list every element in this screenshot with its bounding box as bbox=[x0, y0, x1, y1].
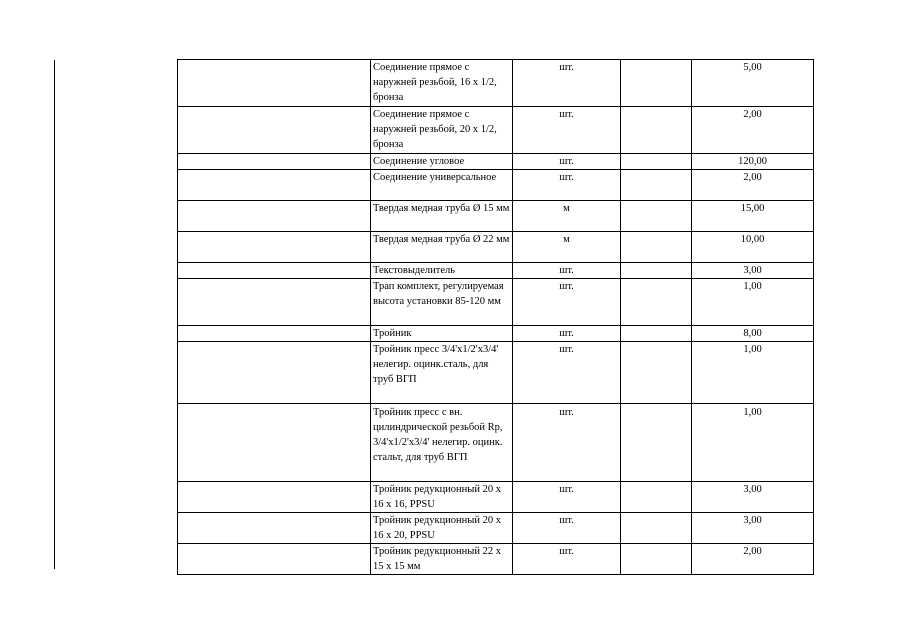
unit-cell: шт. bbox=[513, 154, 621, 170]
table-row bbox=[178, 107, 814, 154]
quantity-cell: 3,00 bbox=[692, 513, 814, 544]
quantity-cell: 8,00 bbox=[692, 326, 814, 342]
row-number-cell bbox=[178, 232, 371, 263]
row-number-cell bbox=[178, 154, 371, 170]
quantity-cell: 1,00 bbox=[692, 279, 814, 326]
unit-cell: м bbox=[513, 232, 621, 263]
quantity-cell: 2,00 bbox=[692, 170, 814, 201]
unit-cell: шт. bbox=[513, 326, 621, 342]
unit-cell: шт. bbox=[513, 482, 621, 513]
quantity-cell: 120,00 bbox=[692, 154, 814, 170]
quantity-cell: 3,00 bbox=[692, 263, 814, 279]
row-number-cell bbox=[178, 544, 371, 575]
unit-cell: шт. bbox=[513, 60, 621, 107]
unit-cell: м bbox=[513, 201, 621, 232]
empty-cell bbox=[621, 404, 692, 482]
quantity-cell: 2,00 bbox=[692, 107, 814, 154]
item-name-cell: Твердая медная труба Ø 22 мм bbox=[371, 232, 513, 263]
item-name-cell: Трап комплект, регулируемая высота установки 85-120 мм bbox=[371, 279, 513, 326]
table-row bbox=[178, 513, 814, 544]
unit-cell: шт. bbox=[513, 279, 621, 326]
table-row bbox=[178, 342, 814, 404]
empty-cell bbox=[621, 482, 692, 513]
table-row bbox=[178, 154, 814, 170]
row-number-cell bbox=[178, 482, 371, 513]
item-name-cell: Тройник редукционный 20 х 16 х 20, PPSU bbox=[371, 513, 513, 544]
unit-cell: шт. bbox=[513, 170, 621, 201]
unit-cell: шт. bbox=[513, 263, 621, 279]
item-name-cell: Тройник bbox=[371, 326, 513, 342]
empty-cell bbox=[621, 170, 692, 201]
row-number-cell bbox=[178, 201, 371, 232]
quantity-cell: 2,00 bbox=[692, 544, 814, 575]
empty-cell bbox=[621, 544, 692, 575]
quantity-cell: 1,00 bbox=[692, 342, 814, 404]
empty-cell bbox=[621, 232, 692, 263]
page-margin-line bbox=[54, 60, 55, 569]
quantity-cell: 3,00 bbox=[692, 482, 814, 513]
unit-cell: шт. bbox=[513, 404, 621, 482]
row-number-cell bbox=[178, 513, 371, 544]
item-name-cell: Текстовыделитель bbox=[371, 263, 513, 279]
empty-cell bbox=[621, 326, 692, 342]
table-row bbox=[178, 326, 814, 342]
empty-cell bbox=[621, 107, 692, 154]
item-name-cell: Соединение угловое bbox=[371, 154, 513, 170]
row-number-cell bbox=[178, 263, 371, 279]
table-row bbox=[178, 170, 814, 201]
item-name-cell: Тройник пресс 3/4'х1/2'х3/4' нелегир. оцинк.сталь, для труб ВГП bbox=[371, 342, 513, 404]
empty-cell bbox=[621, 263, 692, 279]
table-row bbox=[178, 201, 814, 232]
item-name-cell: Тройник пресс с вн. цилиндрической резьбой Rp, 3/4'х1/2'х3/4' нелегир. оцинк. стальт, для труб ВГП bbox=[371, 404, 513, 482]
row-number-cell bbox=[178, 107, 371, 154]
item-name-cell: Тройник редукционный 22 х 15 х 15 мм bbox=[371, 544, 513, 575]
quantity-cell: 1,00 bbox=[692, 404, 814, 482]
table-row bbox=[178, 404, 814, 482]
empty-cell bbox=[621, 154, 692, 170]
table-row bbox=[178, 544, 814, 575]
quantity-cell: 15,00 bbox=[692, 201, 814, 232]
item-name-cell: Соединение прямое с наружней резьбой, 20 х 1/2, бронза bbox=[371, 107, 513, 154]
table-row bbox=[178, 263, 814, 279]
row-number-cell bbox=[178, 170, 371, 201]
unit-cell: шт. bbox=[513, 544, 621, 575]
unit-cell: шт. bbox=[513, 342, 621, 404]
row-number-cell bbox=[178, 279, 371, 326]
empty-cell bbox=[621, 201, 692, 232]
row-number-cell bbox=[178, 326, 371, 342]
row-number-cell bbox=[178, 404, 371, 482]
empty-cell bbox=[621, 342, 692, 404]
table-row bbox=[178, 60, 814, 107]
empty-cell bbox=[621, 513, 692, 544]
row-number-cell bbox=[178, 60, 371, 107]
item-name-cell: Соединение прямое с наружней резьбой, 16 х 1/2, бронза bbox=[371, 60, 513, 107]
table-row bbox=[178, 232, 814, 263]
item-name-cell: Тройник редукционный 20 х 16 х 16, PPSU bbox=[371, 482, 513, 513]
unit-cell: шт. bbox=[513, 513, 621, 544]
table-row bbox=[178, 482, 814, 513]
empty-cell bbox=[621, 60, 692, 107]
unit-cell: шт. bbox=[513, 107, 621, 154]
row-number-cell bbox=[178, 342, 371, 404]
quantity-cell: 5,00 bbox=[692, 60, 814, 107]
table-row bbox=[178, 279, 814, 326]
empty-cell bbox=[621, 279, 692, 326]
item-name-cell: Соединение универсальное bbox=[371, 170, 513, 201]
materials-table bbox=[177, 59, 814, 575]
quantity-cell: 10,00 bbox=[692, 232, 814, 263]
item-name-cell: Твердая медная труба Ø 15 мм bbox=[371, 201, 513, 232]
